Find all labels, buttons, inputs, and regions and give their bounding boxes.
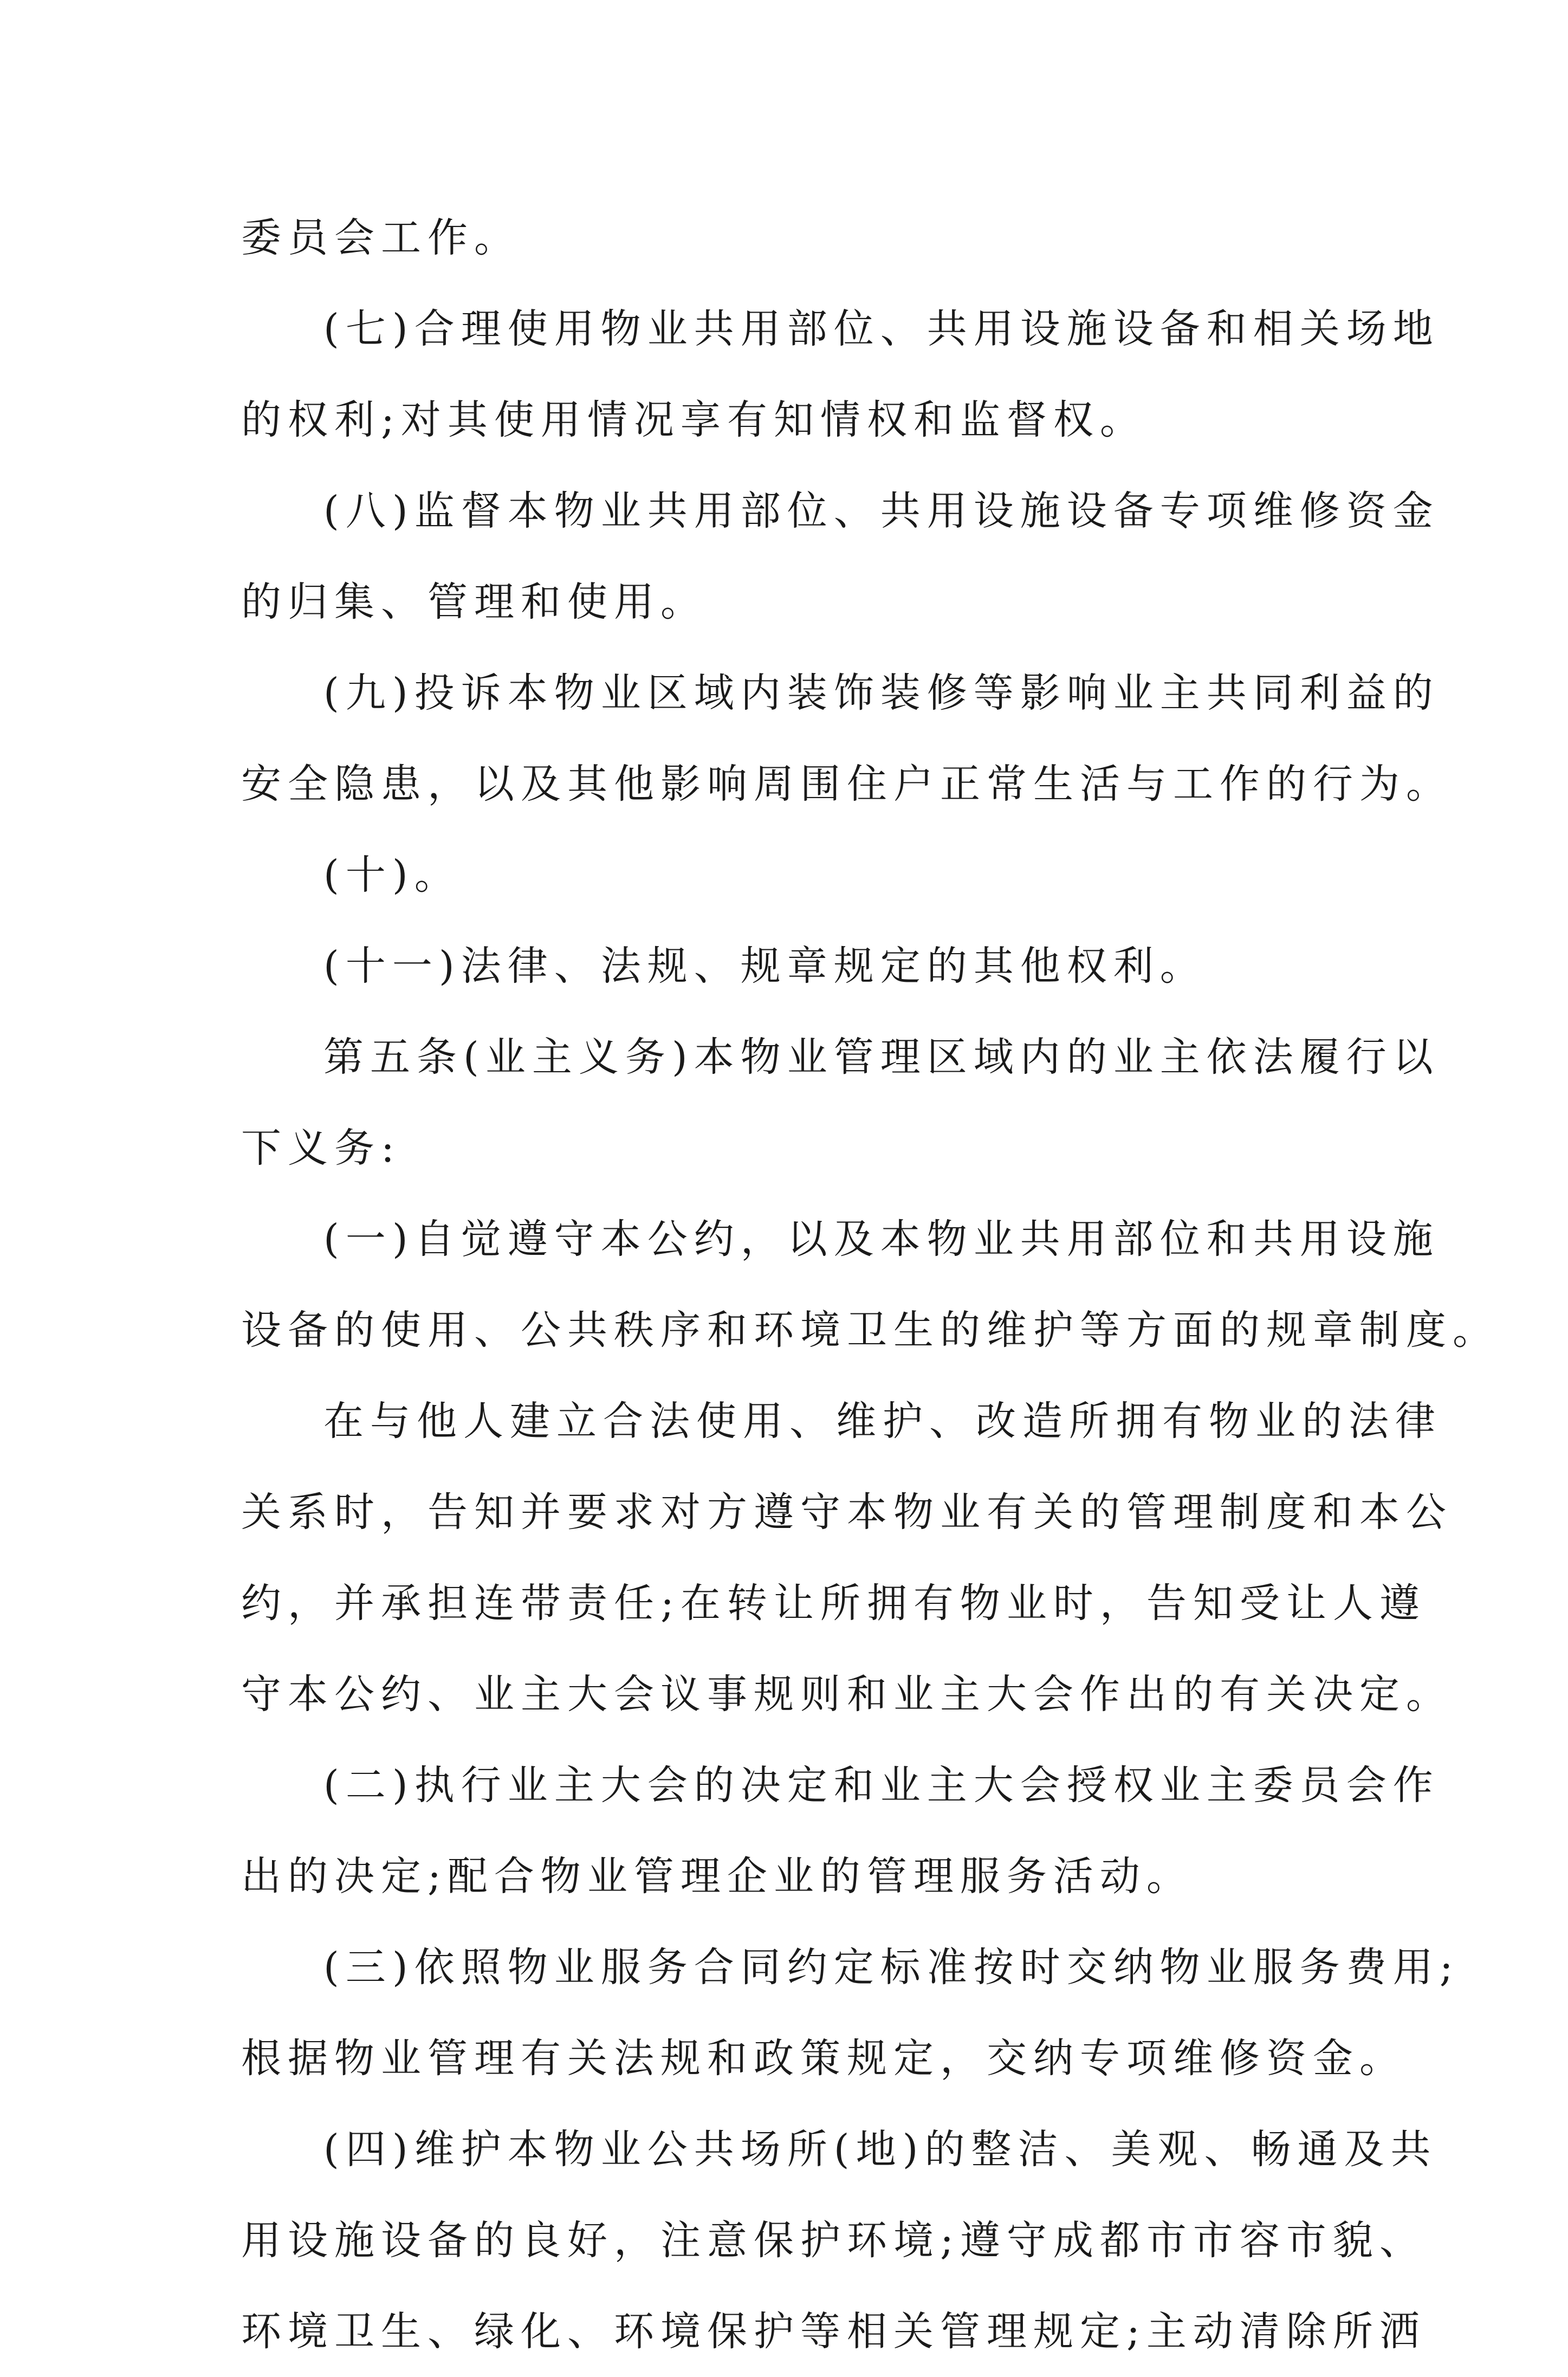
document-body [241,192,1499,2377]
text-line: 根据物业管理有关法规和政策规定，交纳专项维修资金。 [241,2035,1406,2082]
text-line: 安全隐患，以及其他影响周围住户正常生活与工作的行为。 [241,761,1453,807]
text-line: (七)合理使用物业共用部位、共用设施设备和相关场地 [323,306,1440,352]
text-line: 第五条(业主义务)本物业管理区域内的业主依法履行以 [323,1034,1440,1080]
text-line: (九)投诉本物业区域内装饰装修等影响业主共同利益的 [323,670,1440,716]
text-line: 下义务: [241,1125,401,1171]
text-line: 的归集、管理和使用。 [241,579,707,625]
text-line: 在与他人建立合法使用、维护、改造所拥有物业的法律 [323,1398,1442,1445]
text-line: (二)执行业主大会的决定和业主大会授权业主委员会作 [323,1762,1440,1809]
text-line: 用设施设备的良好，注意保护环境;遵守成都市市容市貌、 [241,2217,1426,2264]
text-line: (十一)法律、法规、规章规定的其他权利。 [323,943,1207,989]
text-line: 的权利;对其使用情况享有知情权和监督权。 [241,397,1146,443]
text-line: 出的决定;配合物业管理企业的管理服务活动。 [241,1853,1193,1900]
text-line: 委员会工作。 [241,215,521,261]
text-line: 约，并承担连带责任;在转让所拥有物业时，告知受让人遵 [241,1580,1426,1627]
text-line: 关系时，告知并要求对方遵守本物业有关的管理制度和本公 [241,1489,1453,1536]
text-line: 守本公约、业主大会议事规则和业主大会作出的有关决定。 [241,1671,1453,1718]
text-line: (三)依照物业服务合同约定标准按时交纳物业服务费用; [323,1944,1460,1991]
text-line: (十)。 [323,852,461,898]
text-line: (一)自觉遵守本公约，以及本物业共用部位和共用设施 [323,1216,1440,1262]
text-line: (八)监督本物业共用部位、共用设施设备专项维修资金 [323,488,1440,534]
text-line: 设备的使用、公共秩序和环境卫生的维护等方面的规章制度。 [241,1307,1499,1353]
text-line: 环境卫生、绿化、环境保护等相关管理规定;主动清除所洒 [241,2308,1426,2355]
text-line: (四)维护本物业公共场所(地)的整洁、美观、畅通及共 [323,2126,1437,2173]
